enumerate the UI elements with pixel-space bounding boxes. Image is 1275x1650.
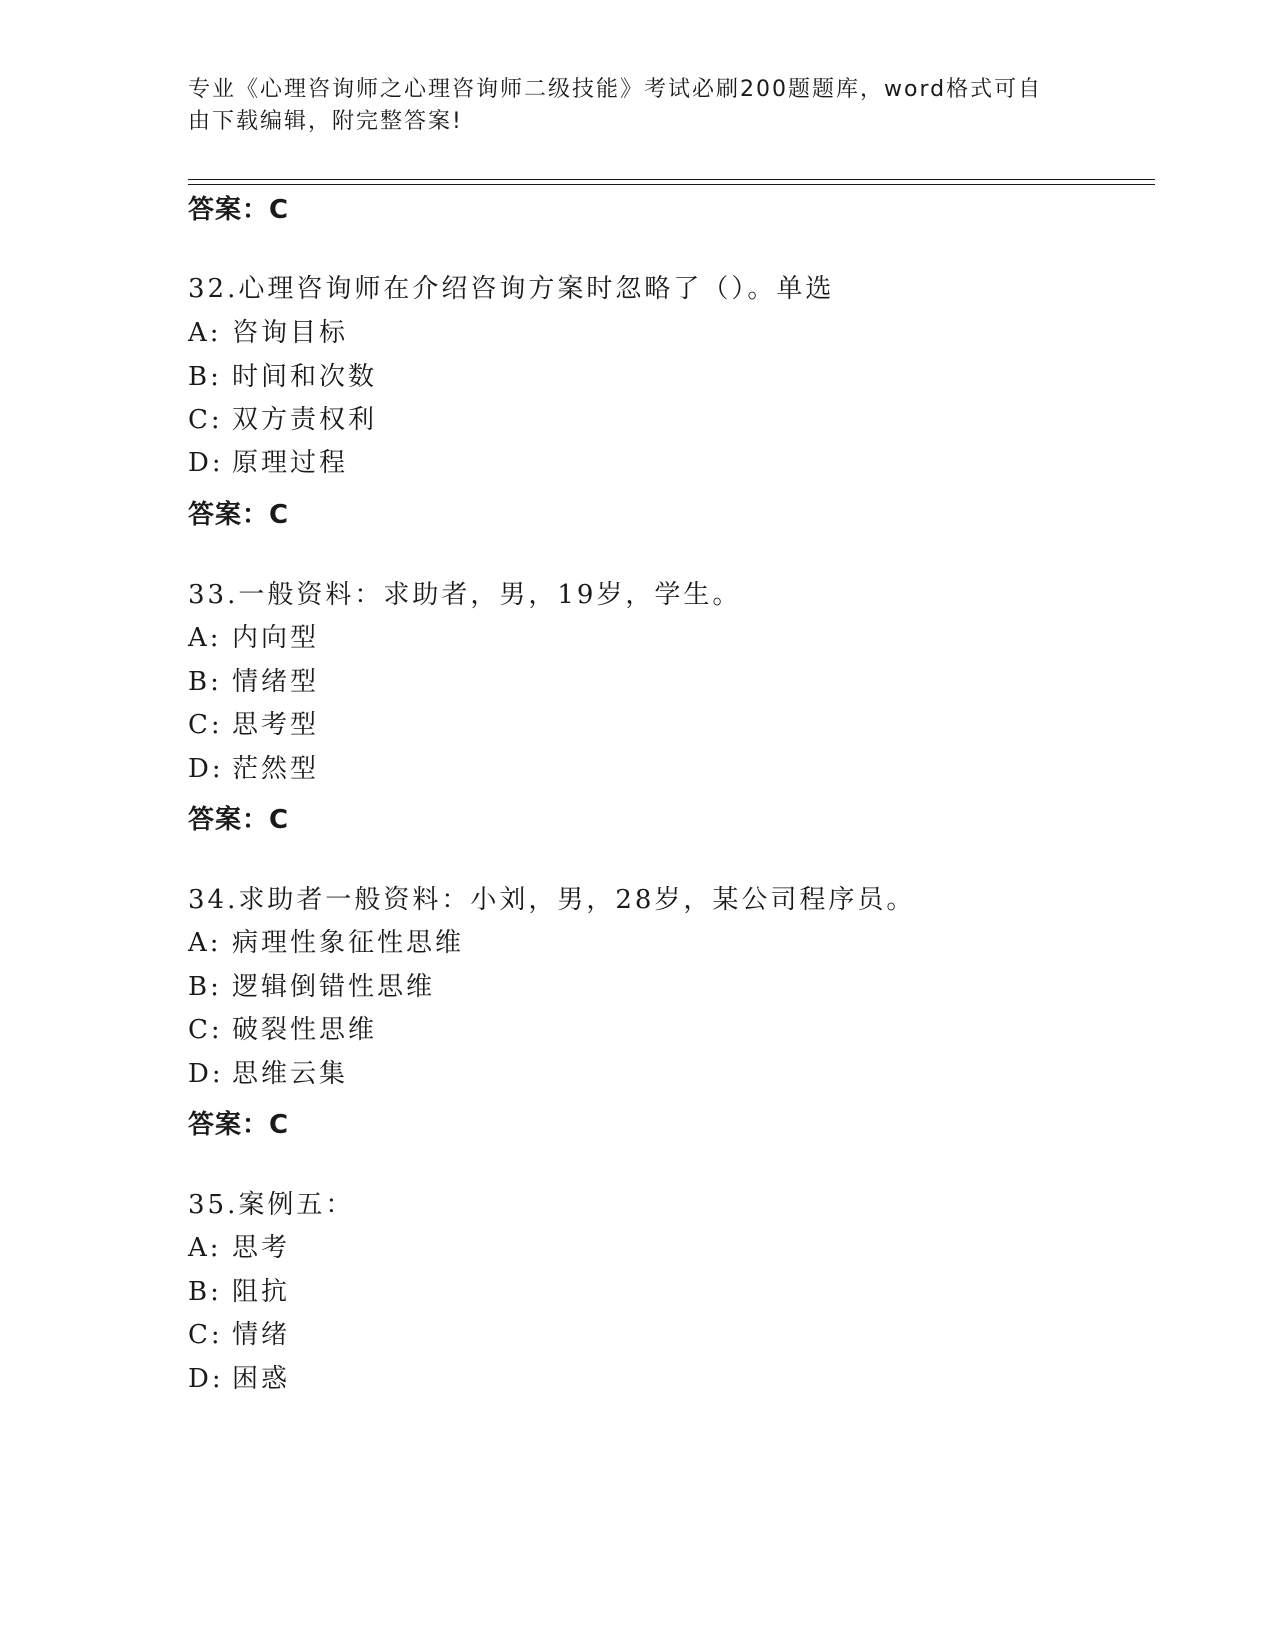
question-title: 35.案例五： bbox=[188, 1190, 355, 1220]
option-d bbox=[188, 447, 348, 479]
option-letter: A: bbox=[188, 623, 222, 653]
document-header bbox=[188, 74, 1068, 138]
option-b bbox=[188, 971, 435, 1003]
answer-label: 答案：C bbox=[188, 805, 290, 835]
option-text: 思考型 bbox=[232, 710, 320, 740]
option-text: 病理性象征性思维 bbox=[232, 928, 465, 958]
option-letter: B: bbox=[188, 362, 222, 392]
option-text: 茫然型 bbox=[232, 754, 320, 784]
option-letter: D: bbox=[188, 448, 224, 478]
answer-label: 答案：C bbox=[188, 500, 290, 530]
option-a bbox=[188, 622, 319, 654]
option-letter: B: bbox=[188, 667, 222, 697]
option-text: 原理过程 bbox=[232, 448, 349, 478]
question-title: 33.一般资料：求助者，男，19岁，学生。 bbox=[188, 580, 742, 610]
option-d bbox=[188, 753, 319, 785]
option-text: 情绪 bbox=[232, 1320, 291, 1350]
option-b bbox=[188, 666, 319, 698]
question-title: 32.心理咨询师在介绍咨询方案时忽略了（）。单选 bbox=[188, 274, 835, 304]
option-letter: C: bbox=[188, 710, 223, 740]
answer-label: 答案：C bbox=[188, 195, 290, 225]
option-b bbox=[188, 361, 377, 393]
header-divider-bottom bbox=[188, 184, 1155, 185]
option-text: 情绪型 bbox=[232, 667, 320, 697]
option-text: 逻辑倒错性思维 bbox=[232, 972, 436, 1002]
option-letter: D: bbox=[188, 1059, 224, 1089]
option-a bbox=[188, 1232, 290, 1264]
option-a bbox=[188, 927, 464, 959]
option-d bbox=[188, 1363, 290, 1395]
option-text: 阻抗 bbox=[232, 1277, 291, 1307]
option-letter: A: bbox=[188, 928, 222, 958]
option-text: 时间和次数 bbox=[232, 362, 378, 392]
option-text: 思维云集 bbox=[232, 1059, 349, 1089]
option-text: 内向型 bbox=[232, 623, 320, 653]
option-b bbox=[188, 1276, 290, 1308]
option-c bbox=[188, 1319, 290, 1351]
option-d bbox=[188, 1058, 348, 1090]
option-letter: B: bbox=[188, 972, 222, 1002]
option-letter: C: bbox=[188, 405, 223, 435]
option-text: 困惑 bbox=[232, 1364, 291, 1394]
option-text: 咨询目标 bbox=[232, 318, 349, 348]
option-text: 双方责权利 bbox=[232, 405, 378, 435]
option-c bbox=[188, 1014, 377, 1046]
option-text: 破裂性思维 bbox=[232, 1015, 378, 1045]
option-letter: B: bbox=[188, 1277, 222, 1307]
option-text: 思考 bbox=[232, 1233, 291, 1263]
option-c bbox=[188, 404, 377, 436]
option-letter: A: bbox=[188, 318, 222, 348]
header-divider-top bbox=[188, 179, 1155, 180]
question-title: 34.求助者一般资料：小刘，男，28岁，某公司程序员。 bbox=[188, 885, 916, 915]
header-line-1: 专业《心理咨询师之心理咨询师二级技能》考试必刷200题题库，word格式可自 bbox=[188, 77, 1043, 102]
answer-label: 答案：C bbox=[188, 1110, 290, 1140]
option-letter: D: bbox=[188, 754, 224, 784]
option-a bbox=[188, 317, 348, 349]
option-letter: C: bbox=[188, 1320, 223, 1350]
option-letter: C: bbox=[188, 1015, 223, 1045]
option-letter: D: bbox=[188, 1364, 224, 1394]
option-c bbox=[188, 709, 319, 741]
header-line-2: 由下载编辑，附完整答案! bbox=[188, 109, 463, 134]
option-letter: A: bbox=[188, 1233, 222, 1263]
